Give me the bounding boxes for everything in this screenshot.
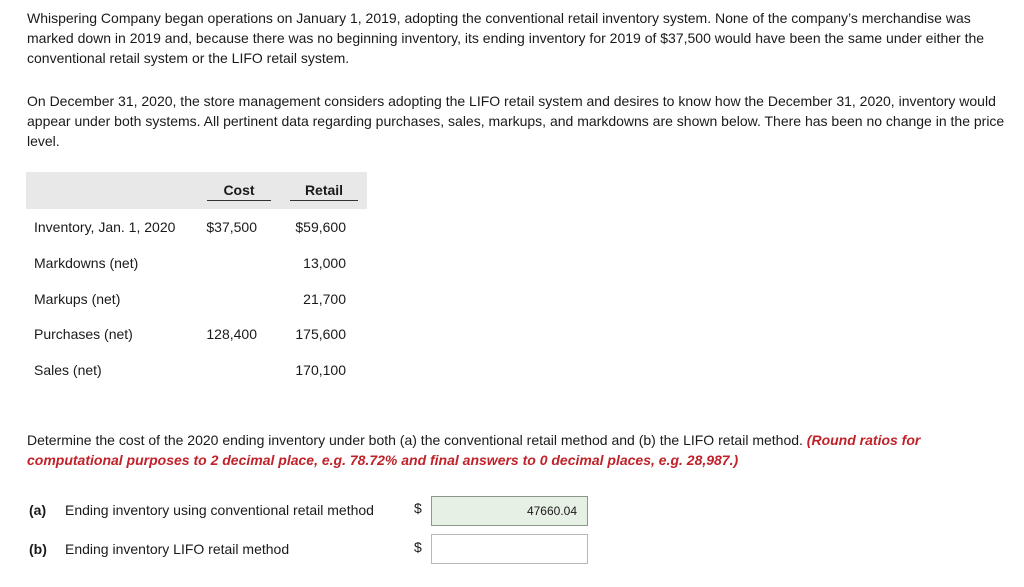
retail-value: 170,100 xyxy=(295,362,346,378)
rounding-instruction: (Round ratios for computational purposes to 2 decimal place, e.g. 78.72% and final answers to 0 decimal places, e.g. 28,987.) xyxy=(27,432,921,468)
lifo-retail-answer-input[interactable] xyxy=(431,534,588,564)
cost-value: 128,400 xyxy=(206,326,257,342)
answer-label-a: Ending inventory using conventional retail method xyxy=(65,502,374,518)
answer-tag-b: (b) xyxy=(29,541,47,557)
dollar-sign: $ xyxy=(414,539,422,555)
intro-paragraph: Whispering Company began operations on January 1, 2019, adopting the conventional retail inventory system. None of the company’s merchandise was marked down in 2019 and, because there was no beginning inventory, its ending inventory for 2019 of $37,500 would have been the same under either the conventional retail system or the LIFO retail system. xyxy=(27,10,985,66)
row-label: Markdowns (net) xyxy=(34,255,139,271)
retail-value: 175,600 xyxy=(295,326,346,342)
retail-value: 13,000 xyxy=(303,255,346,271)
conventional-retail-answer-input[interactable] xyxy=(431,496,588,526)
question-paragraph xyxy=(27,430,1017,470)
question-text: Determine the cost of the 2020 ending inventory under both (a) the conventional retail method and (b) the LIFO retail method. xyxy=(27,432,803,448)
dollar-sign: $ xyxy=(414,500,422,516)
row-label: Purchases (net) xyxy=(34,326,133,342)
answer-tag-a: (a) xyxy=(29,502,47,518)
context-paragraph: On December 31, 2020, the store management considers adopting the LIFO retail system and desires to know how the December 31, 2020, inventory would appear under both systems. All pertinent data regarding purchases, sales, markups, and markdowns are shown below. There has been no change in the price level. xyxy=(27,93,1005,149)
row-label: Inventory, Jan. 1, 2020 xyxy=(34,219,176,235)
retail-value: $59,600 xyxy=(295,219,346,235)
retail-column-header: Retail xyxy=(290,182,358,201)
retail-value: 21,700 xyxy=(303,291,346,307)
row-label: Markups (net) xyxy=(34,291,121,307)
answer-label-b: Ending inventory LIFO retail method xyxy=(65,541,290,557)
row-label: Sales (net) xyxy=(34,362,102,378)
cost-column-header: Cost xyxy=(207,182,271,201)
cost-value: $37,500 xyxy=(206,219,257,235)
